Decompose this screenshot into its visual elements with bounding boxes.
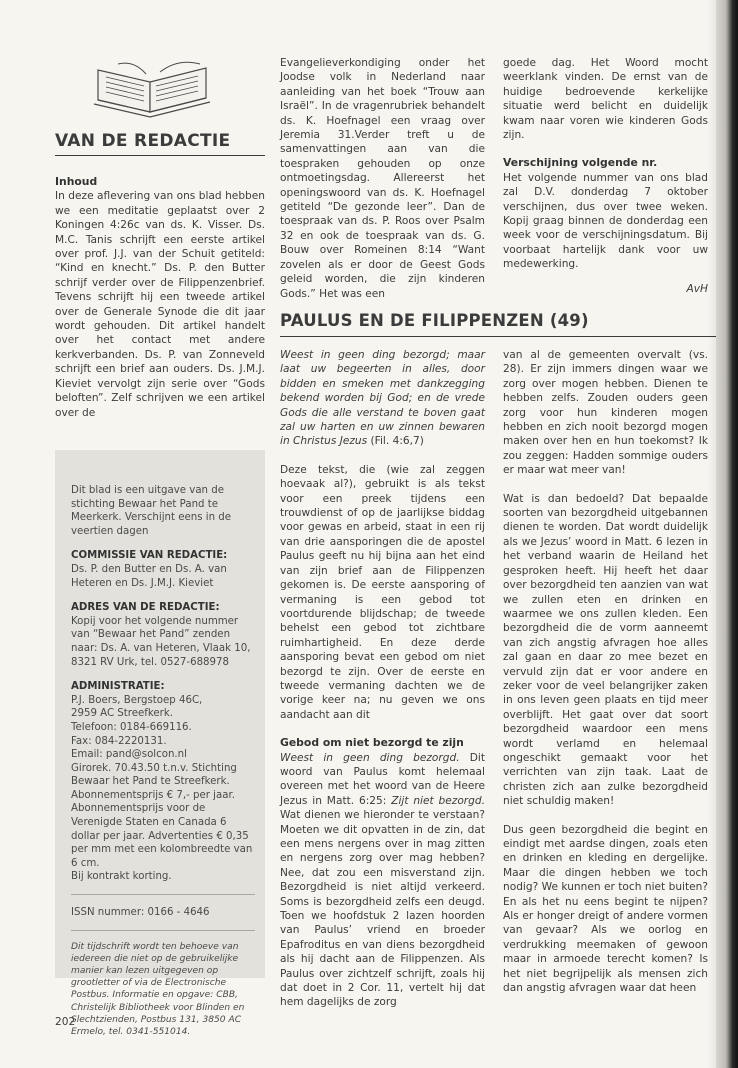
article-col2-para2: Wat is dan bedoeld? Dat bepaalde soorten van bezorgdheid uitgebannen dienen te worden. Dat wordt duidelijk als we Jezus’ woord in Matt. 6 lezen in het verband waarin de Heiland het gesproken heeft. Hij heeft het daar over bezorgdheid ten aanzien van wat we zullen eten en drinken en waarmee we ons zullen kleden. Een bezorgdheid die de vorm aanneemt van zich angstig afvragen hoe alles zal gaan en daar zo mee bezet en vervuld zijn dat er voor andere en zeker voor de veel belangrijker zaken in ons leven geen plaats en tijd meer overblijft. Het gaat over dat soort bezorgdheid waardoor een mens wordt verlamd en helemaal ongeschikt gemaakt voor het verrichten van zijn taak. Laat de christen zich aan zulke bezorgdheid niet schuldig maken! (503, 492, 708, 808)
page-binding-edge (716, 0, 738, 1068)
article-col2-para1: van al de gemeenten overvalt (vs. 28). Er zijn immers dingen waar we zorg over mogen hebben. Dienen te hebben zelfs. Zouden ouders geen zorg voor hun kinderen mogen hebben en zich nooit bezorgd mogen maken over hen en hun toekomst? Ik zou zeggen: Hadden sommige ouders er maar wat meer van! (503, 349, 708, 477)
motto-text: Weest in geen ding bezorgd; maar laat uw begeerten in alles, door bidden en smeken met dankzegging bekend worden bij God; en de vrede Gods die alle verstand te boven gaat zal uw harten en uw zinnen bewaren in Christus Jezus (280, 349, 485, 448)
signoff: AvH (686, 282, 708, 295)
verschijning-text: Het volgende nummer van ons blad zal D.V. donderdag 7 oktober verschijnen, dus over twee weken. Kopij graag binnen de donderdag een week voor de verschijningsdatum. Bij voorbaat hartelijk dank voor uw medewerking. (503, 171, 708, 271)
admin-line: Abonnementsprijs € 7,- per jaar. (71, 789, 235, 801)
binding-shadow (708, 0, 716, 1068)
admin-line: Email: pand@solcon.nl (71, 749, 187, 761)
verschijning-heading: Verschijning volgende nr. (503, 156, 658, 170)
adres-heading: ADRES VAN DE REDACTIE: (71, 602, 220, 614)
article-col2-para3: Dus geen bezorgdheid die begint en eindigt met aardse dingen, zoals eten en drinken en kleding en dergelijke. Maar die dingen hebben we toch nodig? We kunnen er toch niet buiten? En als het nu eens begint te nijpen? Als er honger dreigt of andere vormen van gevaar? Als we oorlog en verdrukking meemaken of gewoon maar in armoede terecht komen? Is het niet begrijpelijk als mensen zich dan angstig afvragen waar dat heen (503, 823, 708, 995)
colophon-footnote: Dit tijdschrift wordt ten behoeve van iedereen die niet op de gebruikelijke manier kan lezen uitgegeven op grootletter of via de Electronische Postbus. Informatie en opgave: CBB, Christelijk Bibliotheek voor Blinden en Slechtzienden, Postbus 131, 3850 AC Ermelo, tel. 0341-551014. (71, 941, 245, 1038)
para2-text-a: Dit woord van Paulus komt helemaal overeen met het woord van de Heere Jezus in Matt. 6:25: (280, 751, 485, 807)
open-book-illustration (88, 60, 218, 122)
redactie-col3-text: goede dag. Het Woord mocht weerklank vinden. De ernst van de huidige bedroevende kerkelijke situatie werd belicht en duidelijk kwam naar voren wie kinderen Gods zijn. (503, 57, 708, 142)
para2-italic: Weest in geen ding bezorgd. (280, 751, 460, 764)
para2-text-b: Wat dienen we hieronder te verstaan? Moeten we dit opvatten in de zin, dat een mens nergens over in mag zitten en nergens zorg over mag hebben? Nee, dat zou een misverstand zijn. Bezorgdheid is niet altijd verkeerd. Soms is bezorgdheid zelfs een deugd. Toen we hoofdstuk 2 lazen hoorden van Paulus’ vriend en broeder Epafroditus en van diens bezorgdheid als hij dacht aan de Filippenzen. Als Paulus over zichtzelf schrijft, zoals hij dat doet in 2 Cor. 11, vertelt hij dat hem dagelijks de zorg (280, 809, 485, 1009)
commissie-heading: COMMISSIE VAN REDACTIE: (71, 550, 228, 562)
article-title-rule (280, 336, 718, 337)
redactie-title: VAN DE REDACTIE (55, 131, 265, 156)
article-para2 (280, 751, 485, 1010)
admin-line: Abonnementsprijs voor de Verenigde Staten en Canada 6 dollar per jaar. Advertenties € 0,35 per mm met een kolombreedte van 6 cm. (71, 803, 253, 869)
admin-line: P.J. Boers, Bergstoep 46C, (71, 694, 203, 706)
admin-line: Fax: 084-2220131. (71, 735, 167, 747)
commissie-text: Ds. P. den Butter en Ds. A. van Heteren en Ds. J.M.J. Kieviet (71, 563, 227, 589)
colophon-divider (71, 930, 255, 931)
article-column-2 (503, 348, 708, 995)
redactie-column-1 (55, 175, 265, 420)
colophon-divider (71, 894, 255, 895)
article-column-1 (280, 348, 485, 1010)
article-title: PAULUS EN DE FILIPPENZEN (49) (280, 311, 589, 330)
issn: ISSN nummer: 0166 - 4646 (71, 907, 210, 919)
admin-line: Girorek. 70.43.50 t.n.v. Stichting Bewaar het Pand te Streefkerk. (71, 762, 237, 788)
adres-text: Kopij voor het volgende nummer van “Bewaar het Pand” zenden naar: Ds. A. van Heteren, Vlaak 10, 8321 RV Urk, tel. 0527-688978 (71, 615, 251, 668)
redactie-column-3 (503, 56, 708, 296)
admin-line: Telefoon: 0184-669116. (71, 721, 192, 733)
para2-italic2: Zijt niet bezorgd. (391, 794, 485, 807)
page-number: 202 (55, 1016, 76, 1028)
motto-ref: (Fil. 4:6,7) (367, 435, 424, 448)
admin-line: 2959 AC Streefkerk. (71, 708, 173, 720)
article-motto (280, 348, 485, 449)
article-subheading: Gebod om niet bezorgd te zijn (280, 736, 464, 750)
inhoud-heading: Inhoud (55, 175, 98, 188)
article-para1: Deze tekst, die (wie zal zeggen hoevaak al?), gebruikt is als tekst voor een preek tijdens een trouwdienst of op de jaarlijkse biddag voor gewas en arbeid, staat in een rij van drie aansporingen die de apostel Paulus geeft nu hij bijna aan het eind van zijn brief aan de Filippenzen gekomen is. De eerste aansporing of vermaning is een gebod tot voortdurende blijdschap; de tweede behelst een gebod tot zichtbare ruimhartigheid. En deze derde aansporing bevat een gebod om niet bezorgd te zijn. Over de eerste en tweede vermaning dachten we de vorige keer na; nu geven we ons aandacht aan dit (280, 463, 485, 721)
redactie-column-2 (280, 56, 485, 301)
colophon-intro: Dit blad is een uitgave van de stichting Bewaar het Pand te Meerkerk. Verschijnt eens in de veertien dagen (71, 485, 232, 537)
admin-line: Bij kontrakt korting. (71, 871, 172, 883)
admin-heading: ADMINISTRATIE: (71, 681, 165, 693)
inhoud-text: In deze aflevering van ons blad hebben we een meditatie geplaatst over 2 Koningen 4:26c van ds. K. Visser. Ds. M.C. Tanis schrijft een eerste artikel over prof. J.J. van der Schuit getiteld: “Kind en knecht.” Ds. P. den Butter schrijf verder over de Filippenzenbrief. Tevens schrijft hij een tweede artikel over de Generale Synode die dit jaar wordt gehouden. Dit artikel handelt over het contact met andere kerkverbanden. Ds. P. van Zonneveld schrijft een brief aan ouders. Ds. J.M.J. Kieviet vervolgt zijn serie over “Gods beloften”. Zelf schrijven we een artikel over de (55, 190, 265, 419)
redactie-col2-text: Evangelieverkondiging onder het Joodse volk in Nederland naar aanleiding van het boek “Trouw aan Israël”. In de vragenrubriek behandelt ds. K. Hoefnagel een vraag over Jeremia 31.Verder treft u de samenvattingen aan van die toespraken gehouden op onze ontmoetingsdag. Allereerst het openingswoord van ds. K. Hoefnagel getiteld “De gezonde leer”. Dan de toespraak van ds. P. Roos over Psalm 32 en ook de toespraak van ds. G. Bouw over Romeinen 8:14 “Want zovelen als er door de Geest Gods geleid worden, die zijn kinderen Gods.” Het was een (280, 57, 485, 300)
